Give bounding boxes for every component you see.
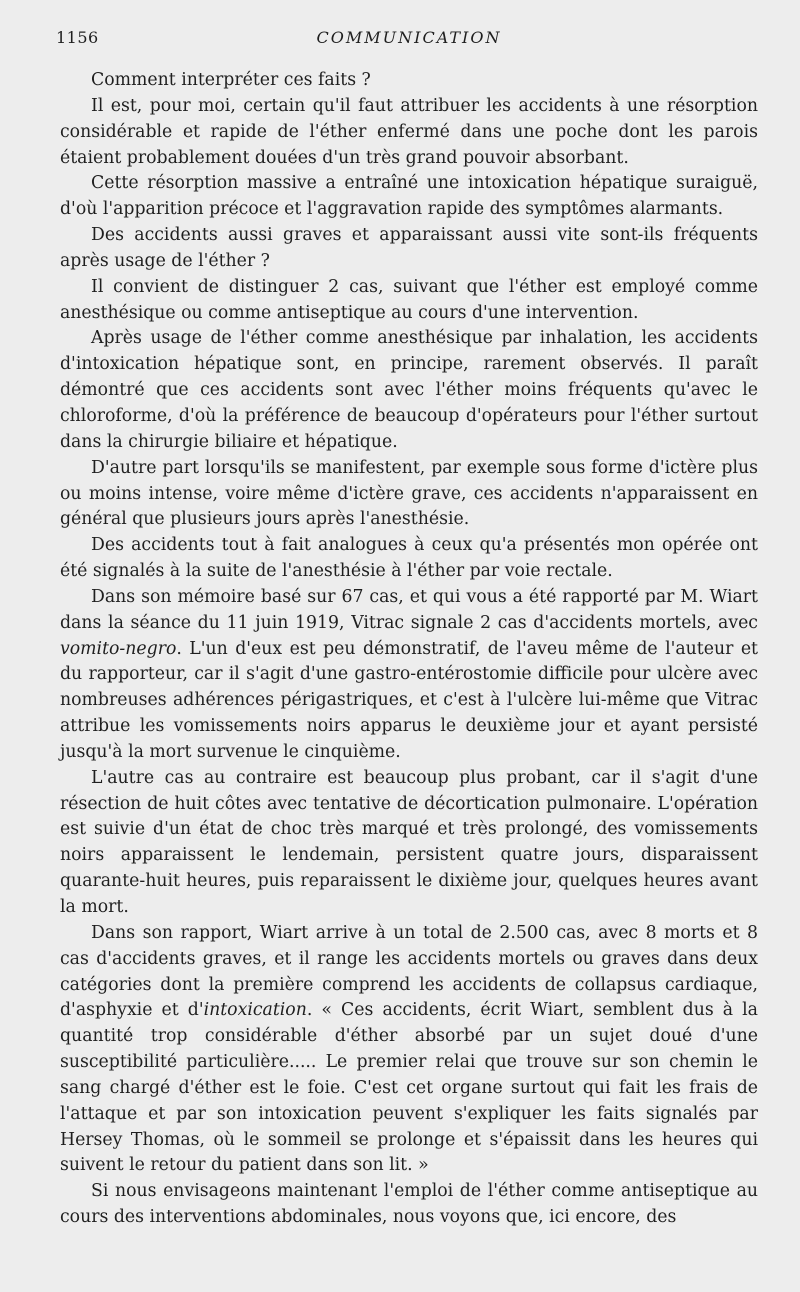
- text-run: Après usage de l'éther comme anesthésique par inhalation, les accidents d'intoxication hépatique sont, en principe, rarement observés. Il paraît démontré que ces accidents sont avec l'éther moins fréquents qu'avec le chloroforme, d'où la préférence de beaucoup d'opérateurs pour l'éther surtout dans la chirurgie biliaire et hépatique.: [60, 328, 758, 452]
- body-text: [60, 68, 758, 1231]
- text-run: Dans son mémoire basé sur 67 cas, et qui vous a été rapporté par M. Wiart dans la séance du 11 juin 1919, Vitrac signale 2 cas d'accidents mortels, avec: [60, 586, 758, 633]
- text-run: Il convient de distinguer 2 cas, suivant que l'éther est employé comme anesthésique ou comme antiseptique au cours d'une intervention.: [60, 276, 758, 323]
- page-number: 1156: [56, 28, 99, 47]
- paragraph: [60, 456, 758, 534]
- text-run: Il est, pour moi, certain qu'il faut attribuer les accidents à une résorption considérable et rapide de l'éther enfermé dans une poche dont les parois étaient probablement douées d'un très grand pouvoir absorbant.: [60, 95, 758, 168]
- paragraph: [60, 533, 758, 585]
- page-header: [56, 24, 758, 54]
- paragraph: [60, 68, 758, 94]
- paragraph: [60, 921, 758, 1179]
- text-run: Dans son rapport, Wiart arrive à un total de 2.500 cas, avec 8 morts et 8 cas d'accidents graves, et il range les accidents mortels ou graves dans deux catégories dont la première comprend les accidents de collapsus cardiaque, d'asphyxie et d': [60, 922, 758, 1021]
- text-run: Si nous envisageons maintenant l'emploi de l'éther comme antiseptique au cours des interventions abdominales, nous voyons que, ici encore, des: [60, 1181, 758, 1228]
- running-title: COMMUNICATION: [316, 28, 502, 47]
- text-run: Des accidents tout à fait analogues à ceux qu'a présentés mon opérée ont été signalés à la suite de l'anesthésie à l'éther par voie rectale.: [60, 535, 758, 582]
- paragraph: [60, 585, 758, 766]
- paragraph: [60, 94, 758, 172]
- paragraph: [60, 275, 758, 327]
- text-run: D'autre part lorsqu'ils se manifestent, par exemple sous forme d'ictère plus ou moins intense, voire même d'ictère grave, ces accidents n'apparaissent en général que plusieurs jours après l'anesthésie.: [60, 457, 758, 530]
- text-run: . « Ces accidents, écrit Wiart, semblent dus à la quantité trop considérable d'éther absorbé par un sujet doué d'une susceptibilité particulière..... Le premier relai que trouve sur son chemin le sang chargé d'éther est le foie. C'est cet organe surtout qui fait les frais de l'attaque et par son intoxication peuvent s'expliquer les faits signalés par Hersey Thomas, où le sommeil se prolonge et s'épaissit dans les heures qui suivent le retour du patient dans son lit. »: [60, 1000, 758, 1176]
- text-run: . L'un d'eux est peu démonstratif, de l'aveu même de l'auteur et du rapporteur, car il s'agit d'une gastro-entérostomie difficile pour ulcère avec nombreuses adhérences périgastriques, et c'est à l'ulcère lui-même que Vitrac attribue les vomissements noirs apparus le deuxième jour et ayant persisté jusqu'à la mort survenue le cinquième.: [60, 638, 758, 762]
- paragraph: [60, 326, 758, 455]
- text-run: Des accidents aussi graves et apparaissant aussi vite sont-ils fréquents après usage de l'éther ?: [60, 225, 758, 271]
- italic-term: intoxication: [203, 1000, 307, 1021]
- text-run: Cette résorption massive a entraîné une intoxication hépatique suraiguë, d'où l'apparition précoce et l'aggravation rapide des symptômes alarmants.: [60, 173, 758, 220]
- text-run: Comment interpréter ces faits ?: [91, 70, 371, 90]
- text-run: L'autre cas au contraire est beaucoup plus probant, car il s'agit d'une résection de huit côtes avec tentative de décortication pulmonaire. L'opération est suivie d'un état de choc très marqué et très prolongé, des vomissements noirs apparaissent le lendemain, persistent quatre jours, disparaissent quarante-huit heures, puis reparaissent le dixième jour, quelques heures avant la mort.: [60, 767, 758, 917]
- paragraph: [60, 171, 758, 223]
- italic-term: vomito-negro: [60, 638, 177, 659]
- paragraph: [60, 1179, 758, 1231]
- paragraph: [60, 223, 758, 275]
- paragraph: [60, 766, 758, 921]
